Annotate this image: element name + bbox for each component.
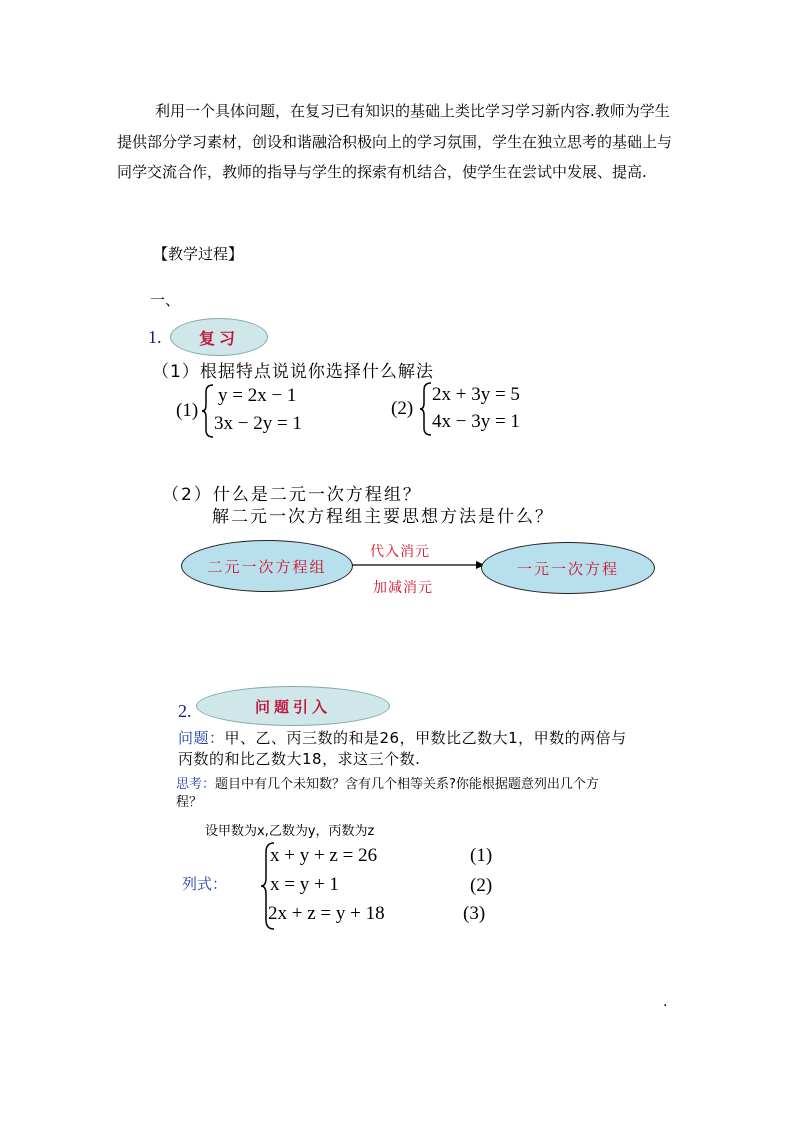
intro-problem-number: 2. — [178, 701, 192, 721]
system2-eq2: 4x − 3y = 1 — [432, 411, 520, 432]
review-question-2-sub: 解二元一次方程组主要思想方法是什么？ — [212, 507, 554, 527]
flow-right-ellipse — [481, 542, 655, 594]
system2-label: (2) — [391, 398, 414, 419]
intro-paragraph: 利用一个具体问题，在复习已有知识的基础上类比学习学习新内容.教师为学生提供部分学习素材，创设和谐融洽积极向上的学习氛围，学生在独立思考的基础上与同学交流合作，教师的指导与学生的探索有机结合，使学生在尝试中发展、提高. — [117, 102, 673, 181]
review-badge-label: 复习 — [198, 328, 239, 348]
think-statement — [176, 776, 616, 812]
review-badge — [170, 318, 268, 356]
system1-label: (1) — [176, 400, 199, 421]
section-one-marker: 一、 — [150, 291, 181, 309]
system1-eq1: y = 2x − 1 — [218, 385, 297, 406]
system2-eq1: 2x + 3y = 5 — [432, 384, 520, 405]
think-text: 题目中有几个未知数？含有几个相等关系?你能根据题意列出几个方程？ — [176, 777, 599, 810]
system1-brace — [201, 384, 215, 438]
problem-statement — [178, 728, 638, 770]
flow-bottom-label: 加减消元 — [373, 580, 433, 596]
review-question-1: （1）根据特点说说你选择什么解法 — [152, 362, 434, 382]
system3-tag1: (1) — [470, 845, 493, 866]
trailing-dot: . — [663, 994, 668, 1010]
system1-eq2: 3x − 2y = 1 — [214, 413, 302, 434]
system3-eq1: x + y + z = 26 — [270, 845, 378, 866]
list-label: 列式： — [182, 875, 228, 893]
system2-brace — [419, 382, 433, 436]
intro-problem-badge — [196, 686, 390, 726]
review-question-2: （2）什么是二元一次方程组？ — [162, 485, 422, 505]
review-number: 1. — [148, 327, 162, 347]
system3-eq3: 2x + z = y + 18 — [268, 903, 385, 924]
system3-tag3: (3) — [463, 903, 486, 924]
intro-problem-badge-label: 问题引入 — [254, 697, 331, 716]
problem-text: 甲、乙、丙三数的和是26，甲数比乙数大1，甲数的两倍与丙数的和比乙数大18，求这三个数. — [178, 729, 627, 768]
system3-eq2: x = y + 1 — [270, 874, 339, 895]
process-heading: 【教学过程】 — [153, 245, 244, 263]
problem-label: 问题： — [178, 729, 225, 747]
flow-right-label: 一元一次方程 — [516, 559, 619, 578]
flow-left-label: 二元一次方程组 — [207, 557, 327, 576]
flow-left-ellipse — [181, 540, 353, 592]
flow-top-label: 代入消元 — [370, 544, 430, 560]
think-label: 思考： — [176, 777, 216, 792]
system3-tag2: (2) — [470, 875, 493, 896]
setup-text: 设甲数为x,乙数为y，丙数为z — [205, 824, 375, 839]
